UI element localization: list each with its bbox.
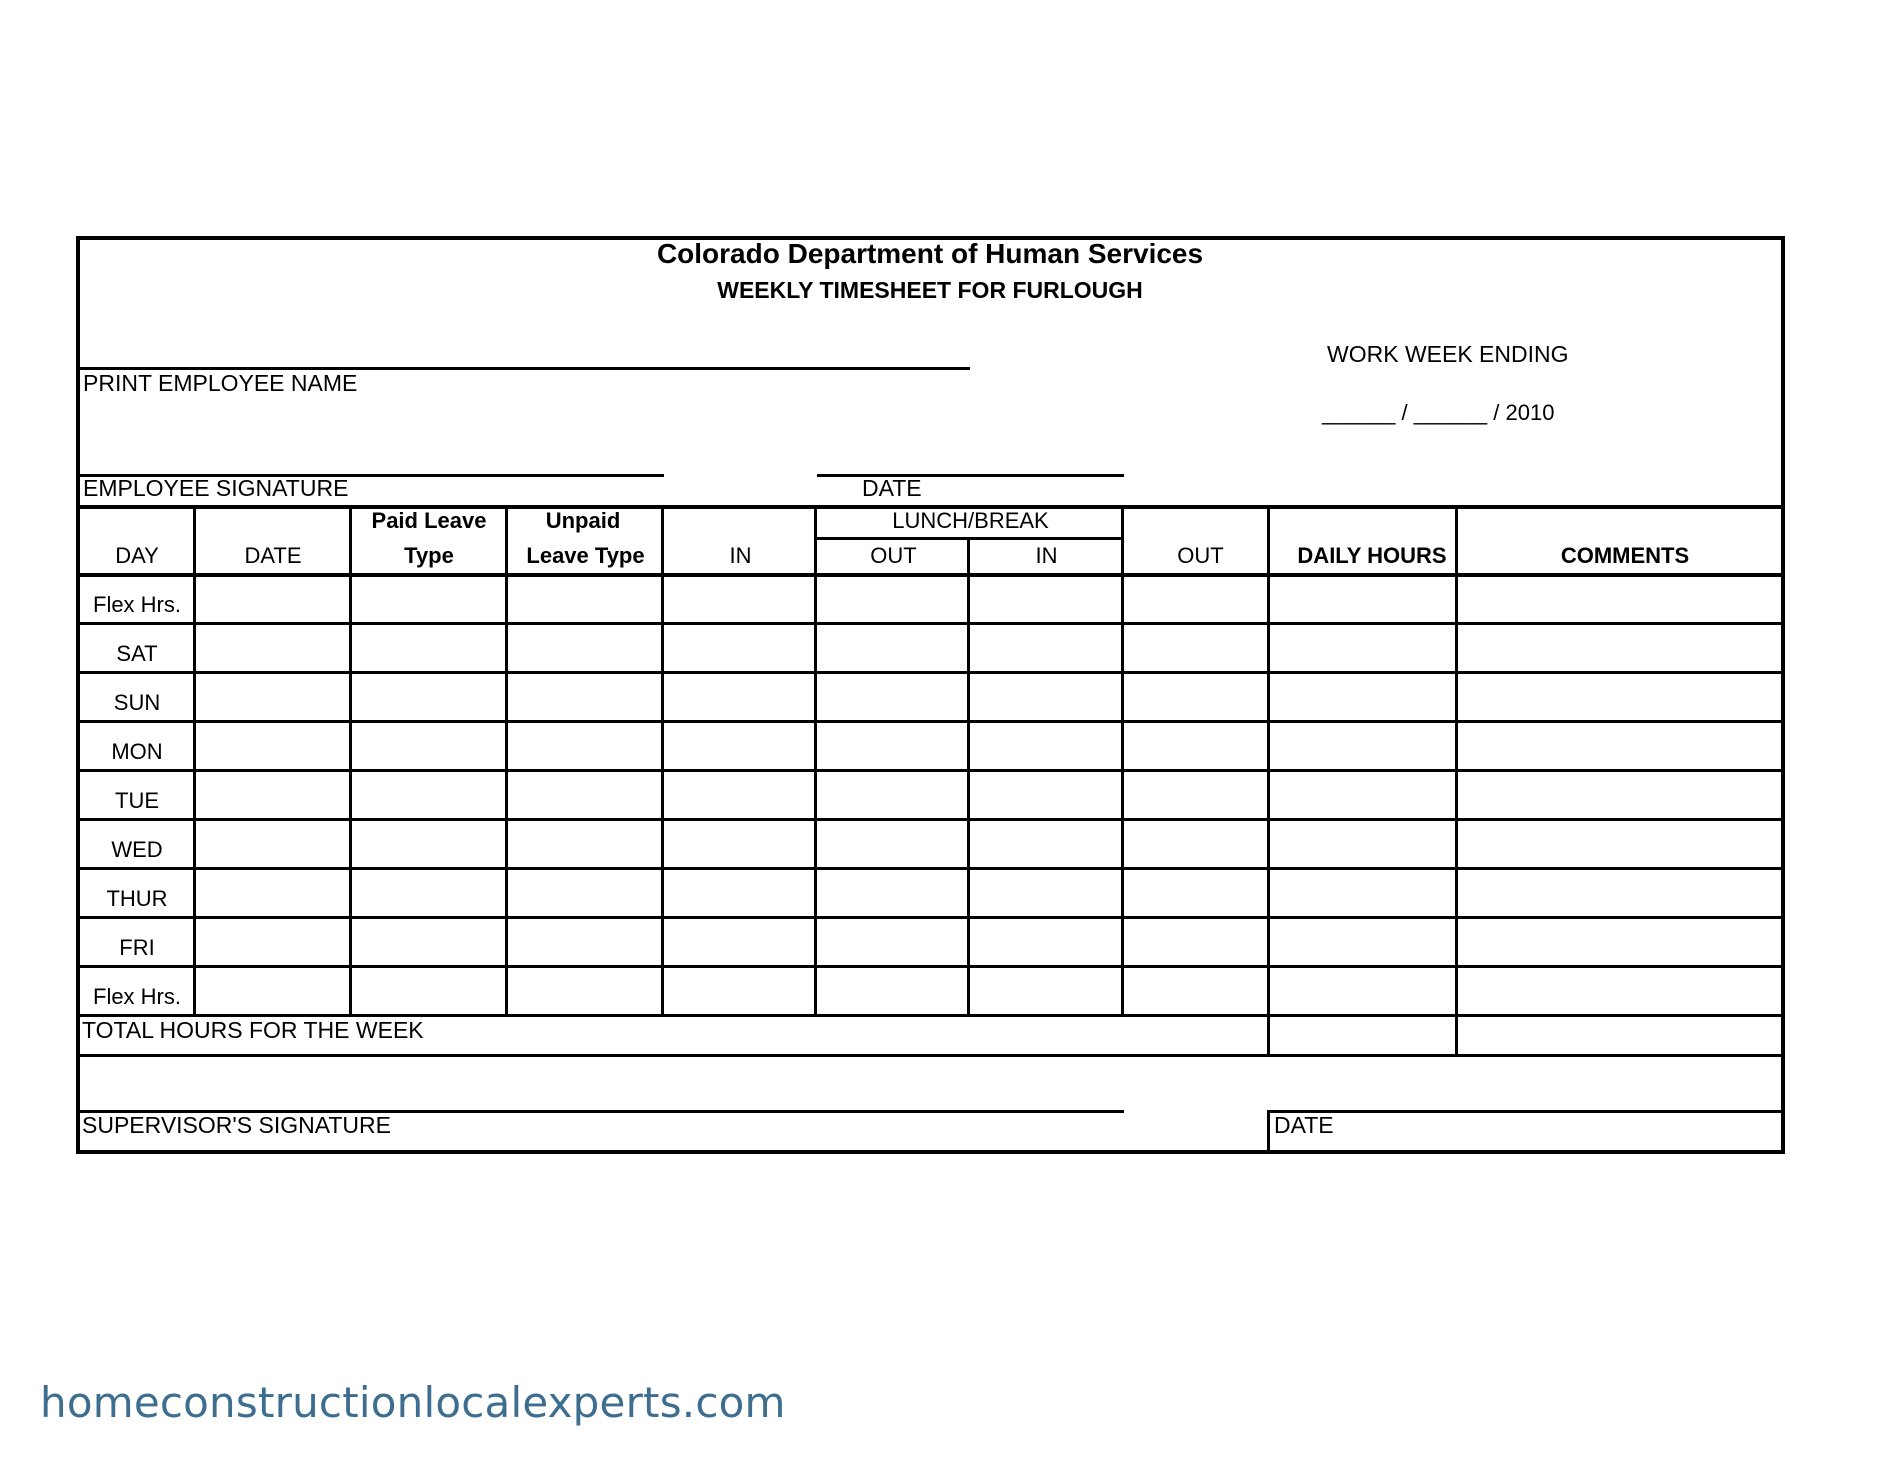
col-divider [661,505,664,1015]
col-divider [1121,505,1124,1015]
day-label: Flex Hrs. [93,984,181,1009]
col-header-paid-leave-1: Paid Leave [371,508,487,533]
day-label: TUE [115,788,159,813]
watermark-text: homeconstructionlocalexperts.com [40,1378,786,1427]
day-label: MON [111,739,163,764]
col-header-lunch-out: OUT [870,543,917,568]
col-divider [349,505,352,1015]
col-header-lunch-in: IN [1035,543,1058,568]
work-week-date-field[interactable]: ______ / ______ / 2010 [1322,400,1555,425]
col-header-lunch-break: LUNCH/BREAK [892,508,1049,533]
employee-name-label: PRINT EMPLOYEE NAME [83,370,358,396]
supervisor-signature-label: SUPERVISOR'S SIGNATURE [82,1112,391,1138]
col-divider [1267,505,1270,1055]
col-header-comments: COMMENTS [1560,543,1690,568]
row-divider [78,622,1784,625]
day-label: Flex Hrs. [93,592,181,617]
day-label: WED [111,837,163,862]
employee-date-label: DATE [862,475,922,501]
row-divider [78,818,1784,821]
form-title: WEEKLY TIMESHEET FOR FURLOUGH [717,277,1143,303]
row-divider [78,916,1784,919]
col-header-daily-hours: DAILY HOURS [1297,543,1447,568]
row-divider [78,720,1784,723]
col-header-day: DAY [115,543,159,568]
row-divider [78,769,1784,772]
row-divider [78,965,1784,968]
col-header-paid-leave-2: Type [404,543,454,568]
day-label: SUN [113,690,161,715]
col-header-unpaid-leave-2: Leave Type [526,543,645,568]
supervisor-date-line[interactable] [1267,1110,1784,1113]
col-divider [1455,505,1458,1055]
total-row-bottom [78,1054,1784,1057]
row-divider [78,867,1784,870]
organization-title: Colorado Department of Human Services [656,238,1204,269]
day-label: THUR [106,886,168,911]
col-divider [967,537,970,1015]
day-label: FRI [119,935,155,960]
work-week-label: WORK WEEK ENDING [1327,341,1569,367]
row-divider [78,671,1784,674]
col-header-date: DATE [244,543,302,568]
table-header-bottom [78,573,1784,577]
supervisor-date-label: DATE [1274,1112,1334,1138]
total-hours-label: TOTAL HOURS FOR THE WEEK [82,1017,424,1043]
employee-signature-label: EMPLOYEE SIGNATURE [83,475,349,501]
col-header-in: IN [729,543,752,568]
col-divider [505,505,508,1015]
col-divider [814,505,817,1015]
col-header-unpaid-leave-1: Unpaid [545,508,621,533]
day-label: SAT [116,641,158,666]
supervisor-date-divider [1267,1110,1270,1152]
col-header-out: OUT [1177,543,1224,568]
lunch-box-bottom [817,537,1124,540]
